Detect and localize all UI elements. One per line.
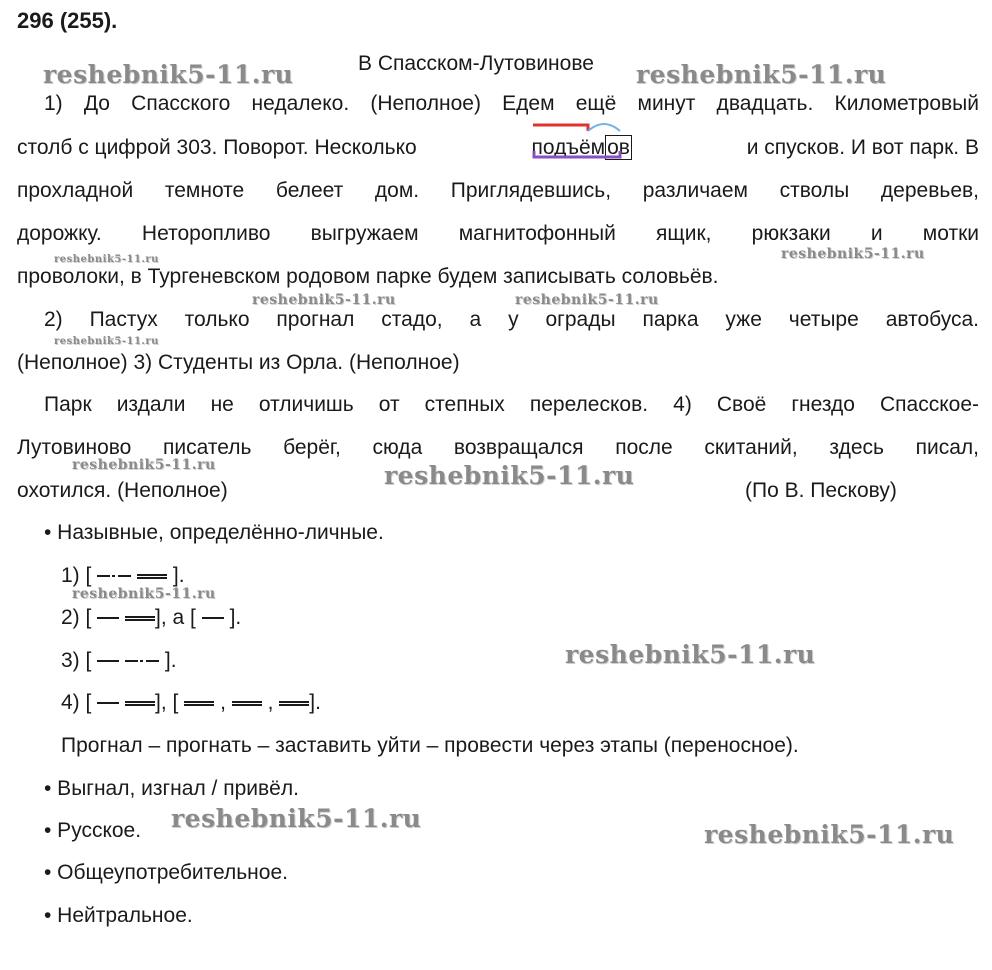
morpheme-word — [532, 135, 632, 161]
exercise-number: 296 (255). — [17, 8, 118, 33]
root-arc — [588, 124, 620, 131]
watermark: reshebnik5-11.ru — [72, 586, 216, 602]
word-ending-box: ов — [607, 136, 630, 159]
scheme-3 — [61, 648, 177, 674]
bullet-5: • Нейтральное. — [44, 904, 193, 927]
para2-line1: 2) Пастух только прогнал стадо, а у ограды парка уже четыре автобуса. — [44, 308, 979, 331]
double-line — [125, 616, 155, 621]
bullet-3: • Русское. — [44, 819, 142, 842]
para1-line2-pre: столб с цифрой 303. Поворот. Несколько — [17, 136, 417, 159]
bullet-1: • Назывные, определённо-личные. — [44, 521, 384, 544]
watermark: reshebnik5-11.ru — [54, 336, 159, 347]
source-attribution: (По В. Пескову) — [745, 479, 897, 502]
para3-line2: Лутовиново писатель берёг, сюда возвращался после скитаний, здесь писал, — [17, 436, 979, 459]
para1-line4: дорожку. Неторопливо выгружаем магнитофонный ящик, рюкзаки и мотки — [17, 222, 979, 245]
word-stem: подъём — [531, 136, 606, 159]
para1-line3: прохладной темноте белеет дом. Приглядевшись, различаем стволы деревьев, — [17, 179, 979, 202]
dash-dot-line — [97, 572, 131, 580]
double-line — [279, 701, 309, 706]
watermark: reshebnik5-11.ru — [636, 60, 887, 89]
watermark: reshebnik5-11.ru — [565, 640, 816, 669]
suffix-mark — [534, 151, 620, 157]
scheme-3-open: 3) [ — [61, 649, 92, 672]
watermark: reshebnik5-11.ru — [72, 457, 216, 473]
bullet-2: • Выгнал, изгнал / привёл. — [44, 777, 299, 800]
watermark: reshebnik5-11.ru — [781, 246, 925, 262]
scheme-4 — [61, 690, 321, 716]
comma: , — [220, 691, 226, 714]
scheme-2-open: 2) [ — [61, 606, 92, 629]
morpheme-marks — [532, 121, 652, 181]
double-line — [232, 701, 262, 706]
dash-dot-line — [125, 657, 159, 665]
watermark: reshebnik5-11.ru — [515, 292, 659, 308]
watermark: reshebnik5-11.ru — [252, 292, 396, 308]
para3-line3: охотился. (Неполное) — [17, 479, 228, 502]
watermark: reshebnik5-11.ru — [43, 60, 294, 89]
single-line — [97, 660, 119, 662]
scheme-2-mid: ], а [ — [155, 606, 196, 629]
scheme-4-open: 4) [ — [61, 691, 92, 714]
single-line — [202, 617, 224, 619]
scheme-1-open: 1) [ — [61, 564, 92, 587]
para1-line2-post: и спусков. И вот парк. В — [746, 136, 979, 159]
prefix-mark — [533, 125, 588, 131]
single-line — [97, 702, 119, 704]
comma: , — [267, 691, 274, 714]
scheme-3-close: ]. — [164, 649, 177, 672]
double-line — [184, 701, 214, 706]
scheme-4-close: ]. — [309, 691, 321, 714]
para1-line2 — [17, 135, 979, 161]
scheme-1-close: ]. — [172, 564, 185, 587]
scheme-4-mid: ], [ — [155, 691, 179, 714]
watermark: reshebnik5-11.ru — [171, 804, 422, 833]
bullet-4: • Общеупотребительное. — [44, 861, 288, 884]
scheme-2-close: ]. — [229, 606, 242, 629]
explanation: Прогнал – прогнать – заставить уйти – провести через этапы (переносное). — [61, 734, 799, 757]
single-line — [97, 617, 119, 619]
para3-line1: Парк издали не отличишь от степных перелесков. 4) Своё гнездо Спасское- — [44, 393, 979, 416]
watermark: reshebnik5-11.ru — [54, 254, 159, 265]
watermark: reshebnik5-11.ru — [704, 820, 955, 849]
text-title: В Спасском-Лутовинове — [358, 52, 594, 75]
double-line — [137, 574, 167, 579]
para1-line5: проволоки, в Тургеневском родовом парке будем записывать соловьёв. — [17, 265, 719, 288]
scheme-2 — [61, 605, 241, 631]
para2-line2: (Неполное) 3) Студенты из Орла. (Неполное) — [17, 351, 460, 374]
double-line — [125, 701, 155, 706]
para1-line1: 1) До Спасского недалеко. (Неполное) Едем ещё минут двадцать. Километровый — [44, 92, 979, 115]
watermark: reshebnik5-11.ru — [384, 461, 635, 490]
